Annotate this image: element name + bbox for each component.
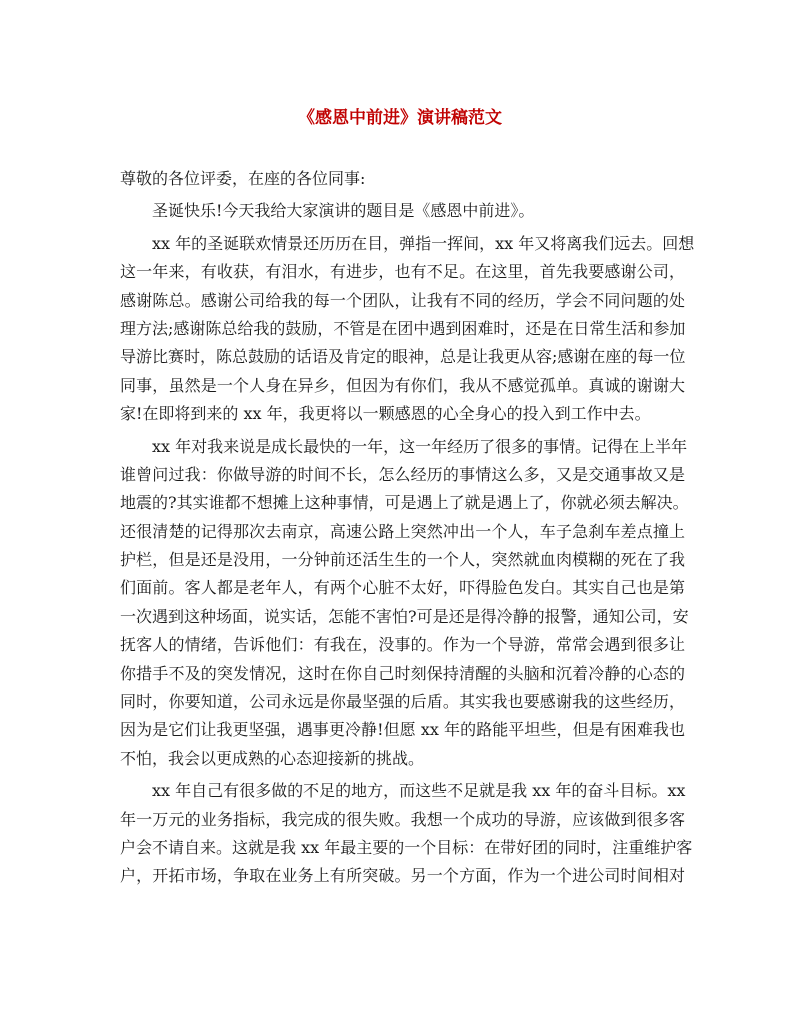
paragraph-line: 们面前。客人都是老年人，有两个心脏不太好，吓得脸色发白。其实自己也是第 (120, 578, 685, 598)
paragraph-line: 同时，你要知道，公司永远是你最坚强的后盾。其实我也要感谢我的这些经历， (120, 692, 685, 712)
paragraph-line: xx 年对我来说是成长最快的一年，这一年经历了很多的事情。记得在上半年 (152, 436, 688, 456)
paragraph-3 (120, 433, 689, 774)
paragraph-line: 因为是它们让我更坚强，遇事更冷静!但愿 xx 年的路能平坦些，但是有困难我也 (120, 720, 685, 740)
paragraph-line: 导游比赛时，陈总鼓励的话语及肯定的眼神，总是让我更从容;感谢在座的每一位 (120, 347, 686, 367)
salutation-paragraph (120, 165, 685, 193)
paragraph-1 (120, 197, 685, 225)
salutation-line: 尊敬的各位评委，在座的各位同事: (120, 169, 366, 188)
paragraph-line: 抚客人的情绪，告诉他们：有我在，没事的。作为一个导游，常常会遇到很多让 (120, 635, 685, 655)
document-body (120, 165, 695, 895)
paragraph-line: 户会不请自来。这就是我 xx 年最主要的一个目标：在带好团的同时，注重维护客 (120, 837, 693, 857)
paragraph-4 (120, 777, 693, 891)
paragraph-line: 理方法;感谢陈总给我的鼓励，不管是在团中遇到困难时，还是在日常生活和参加 (120, 318, 686, 338)
paragraph-line: 感谢陈总。感谢公司给我的每一个团队，让我有不同的经历，学会不同问题的处 (120, 290, 685, 310)
paragraph-line: 还很清楚的记得那次去南京，高速公路上突然冲出一个人，车子急刹车差点撞上 (120, 521, 685, 541)
paragraph-line: xx 年自己有很多做的不足的地方，而这些不足就是我 xx 年的奋斗目标。xx (152, 781, 686, 801)
paragraph-line: xx 年的圣诞联欢情景还历历在目，弹指一挥间，xx 年又将离我们远去。回想 (152, 233, 695, 253)
paragraph-line: 年一万元的业务指标，我完成的很失败。我想一个成功的导游，应该做到很多客 (120, 809, 685, 829)
paragraph-line: 圣诞快乐!今天我给大家演讲的题目是《感恩中前进》。 (152, 201, 535, 221)
paragraph-line: 一次遇到这种场面，说实话，怎能不害怕?可是还是得冷静的报警，通知公司，安 (120, 606, 689, 626)
paragraph-line: 这一年来，有收获，有泪水，有进步，也有不足。在这里，首先我要感谢公司， (120, 262, 685, 282)
paragraph-line: 家!在即将到来的 xx 年，我更将以一颗感恩的心全身心的投入到工作中去。 (120, 404, 651, 424)
paragraph-line: 你措手不及的突发情况，这时在你自己时刻保持清醒的头脑和沉着冷静的心态的 (120, 663, 685, 683)
paragraph-line: 护栏，但是还是没用，一分钟前还活生生的一个人，突然就血肉模糊的死在了我 (120, 550, 685, 570)
paragraph-2 (120, 230, 695, 429)
document-title: 《感恩中前进》演讲稿范文 (298, 108, 502, 128)
paragraph-line: 不怕，我会以更成熟的心态迎接新的挑战。 (120, 748, 425, 768)
paragraph-line: 户，开拓市场，争取在业务上有所突破。另一个方面，作为一个进公司时间相对 (120, 866, 685, 886)
paragraph-line: 同事，虽然是一个人身在异乡，但因为有你们，我从不感觉孤单。真诚的谢谢大 (120, 375, 685, 395)
paragraph-line: 谁曾问过我：你做导游的时间不长，怎么经历的事情这么多，又是交通事故又是 (120, 464, 685, 484)
paragraph-line: 地震的?其实谁都不想摊上这种事情，可是遇上了就是遇上了，你就必须去解决。 (120, 493, 689, 513)
